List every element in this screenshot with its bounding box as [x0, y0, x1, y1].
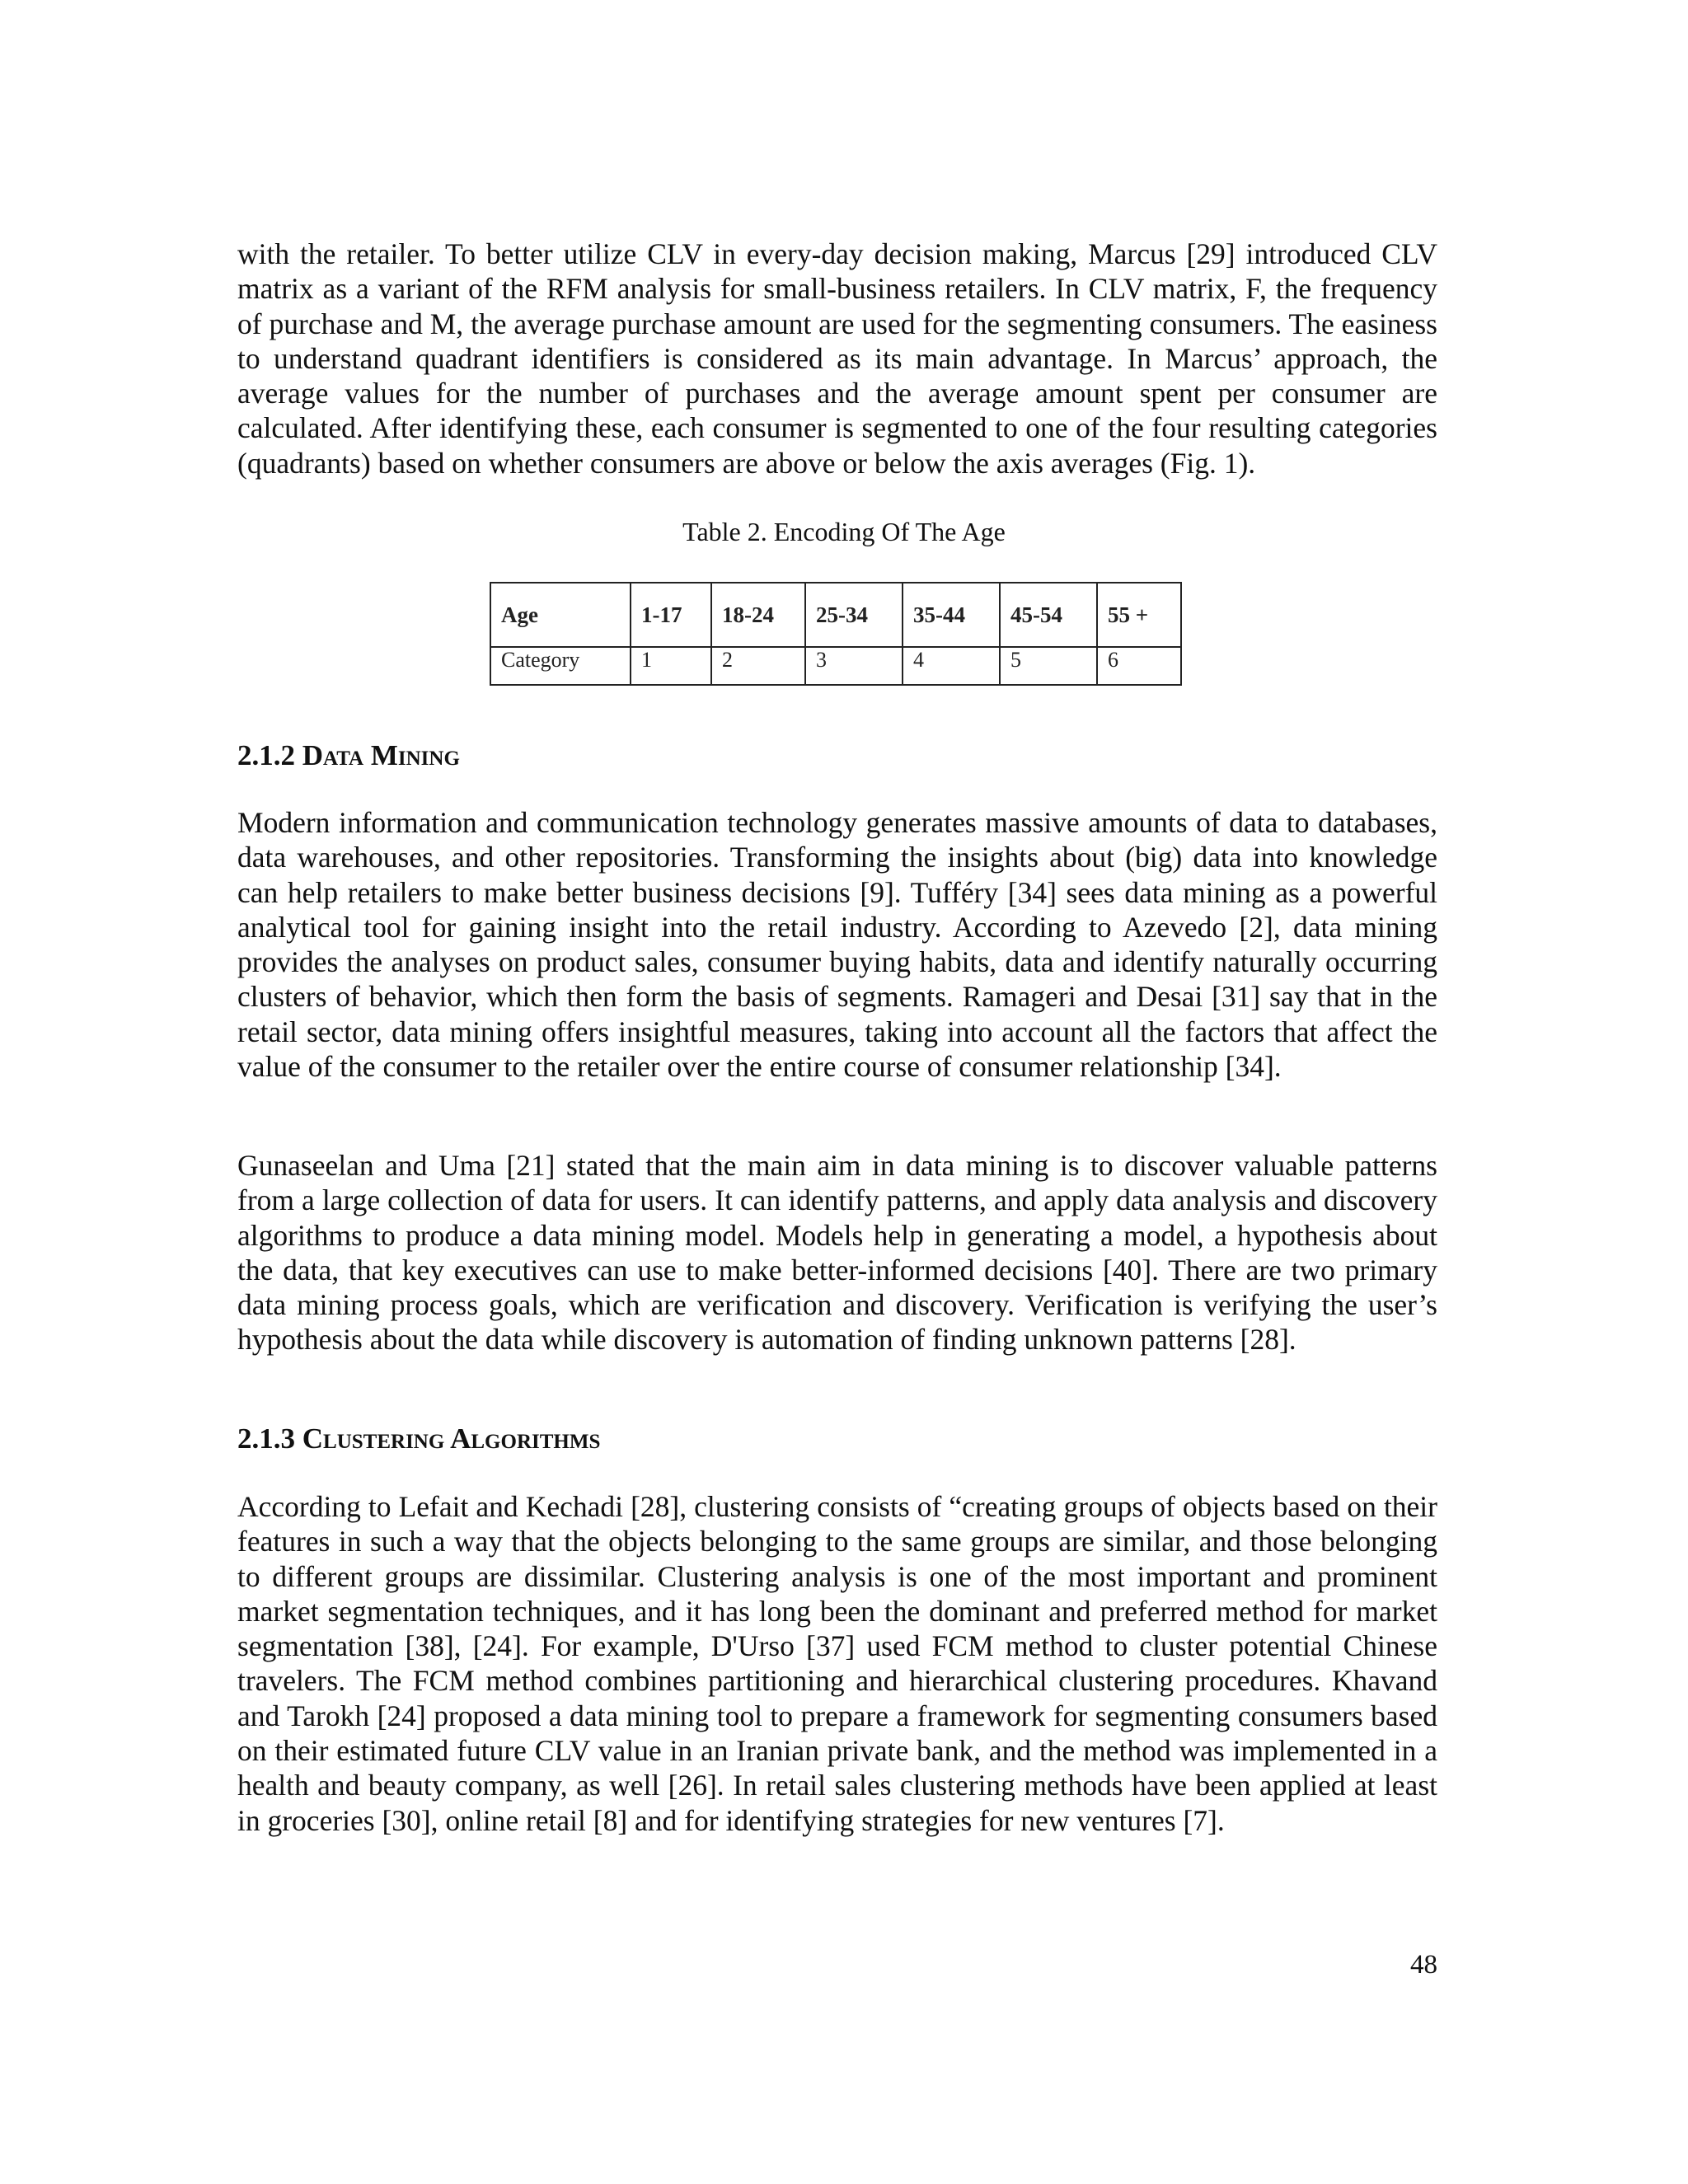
table-cell: 4	[903, 647, 1000, 685]
paragraph-text: According to Lefait and Kechadi [28], clustering consists of “creating groups of objects based on their features in such a way that the objects belonging to the same groups are similar, and those belonging to different groups are dissimilar. Clustering analysis is one of the most important and prominent market segmentation techniques, and it has long been the dominant and preferred method for market segmentation [38], [24]. For example, D'Urso [37] used FCM method to cluster potential Chinese travelers. The FCM method combines partitioning and hierarchical clustering procedures. Khavand and Tarokh [24] proposed a data mining tool to prepare a framework for segmenting consumers based on their estimated future CLV value in an Iranian private bank, and the method was implemented in a health and beauty company, as well [26]. In retail sales clustering methods have been applied at least in groceries [30], online retail [8] and for identifying strategies for new ventures [7].	[237, 1490, 1437, 1837]
table-cell: 1	[631, 647, 711, 685]
table-cell: 3	[805, 647, 903, 685]
paragraph-data-mining-1	[237, 805, 1437, 1084]
paragraph-text: Modern information and communication technology generates massive amounts of data to databases, data warehouses, and other repositories. Transforming the insights about (big) data into knowledge can help retailers to make better business decisions [9]. Tufféry [34] sees data mining as a powerful analytical tool for gaining insight into the retail industry. According to Azevedo [2], data mining provides the analyses on product sales, consumer buying habits, data and identify naturally occurring clusters of behavior, which then form the basis of segments. Ramageri and Desai [31] say that in the retail sector, data mining offers insightful measures, taking into account all the factors that affect the value of the consumer to the retailer over the entire course of consumer relationship [34].	[237, 806, 1437, 1084]
section-number: 2.1.3	[237, 1422, 295, 1455]
section-heading-data-mining	[237, 738, 460, 773]
table-row	[490, 647, 1181, 685]
paragraph-text: Gunaseelan and Uma [21] stated that the main aim in data mining is to discover valuable patterns from a large collection of data for users. It can identify patterns, and apply data analysis and discovery algorithms to produce a data mining model. Models help in generating a model, a hypothesis about the data, that key executives can use to make better-informed decisions [40]. There are two primary data mining process goals, which are verification and discovery. Verification is verifying the user’s hypothesis about the data while discovery is automation of finding unknown patterns [28].	[237, 1149, 1437, 1357]
age-encoding-table	[490, 582, 1182, 686]
paragraph-data-mining-2	[237, 1148, 1437, 1357]
table-cell: 5	[1000, 647, 1097, 685]
table-header-cell: 18-24	[711, 583, 805, 647]
table-header-cell: 1-17	[631, 583, 711, 647]
page-number: 48	[1410, 1950, 1437, 1980]
section-title: Data Mining	[302, 739, 460, 771]
section-title: Clustering Algorithms	[302, 1422, 601, 1455]
table-cell: 2	[711, 647, 805, 685]
table-cell: Category	[490, 647, 631, 685]
age-encoding-table-container	[490, 582, 1182, 686]
table-header-cell: 45-54	[1000, 583, 1097, 647]
table-header-cell: 55 +	[1097, 583, 1181, 647]
table-cell: 6	[1097, 647, 1181, 685]
paragraph-text: with the retailer. To better utilize CLV in every-day decision making, Marcus [29] introduced CLV matrix as a variant of the RFM analysis for small-business retailers. In CLV matrix, F, the frequency of purchase and M, the average purchase amount are used for the segmenting consumers. The easiness to understand quadrant identifiers is considered as its main advantage. In Marcus’ approach, the average values for the number of purchases and the average amount spent per consumer are calculated. After identifying these, each consumer is segmented to one of the four resulting categories (quadrants) based on whether consumers are above or below the axis averages (Fig. 1).	[237, 237, 1437, 480]
paragraph-clv-matrix	[237, 237, 1437, 480]
table-header-row	[490, 583, 1181, 647]
section-number: 2.1.2	[237, 739, 295, 771]
table-caption-text: Table 2. Encoding Of The Age	[682, 517, 1006, 546]
table-header-cell: Age	[490, 583, 631, 647]
table-caption	[0, 515, 1688, 548]
table-header-cell: 25-34	[805, 583, 903, 647]
section-heading-clustering	[237, 1422, 600, 1456]
table-header-cell: 35-44	[903, 583, 1000, 647]
paragraph-clustering	[237, 1489, 1437, 1838]
